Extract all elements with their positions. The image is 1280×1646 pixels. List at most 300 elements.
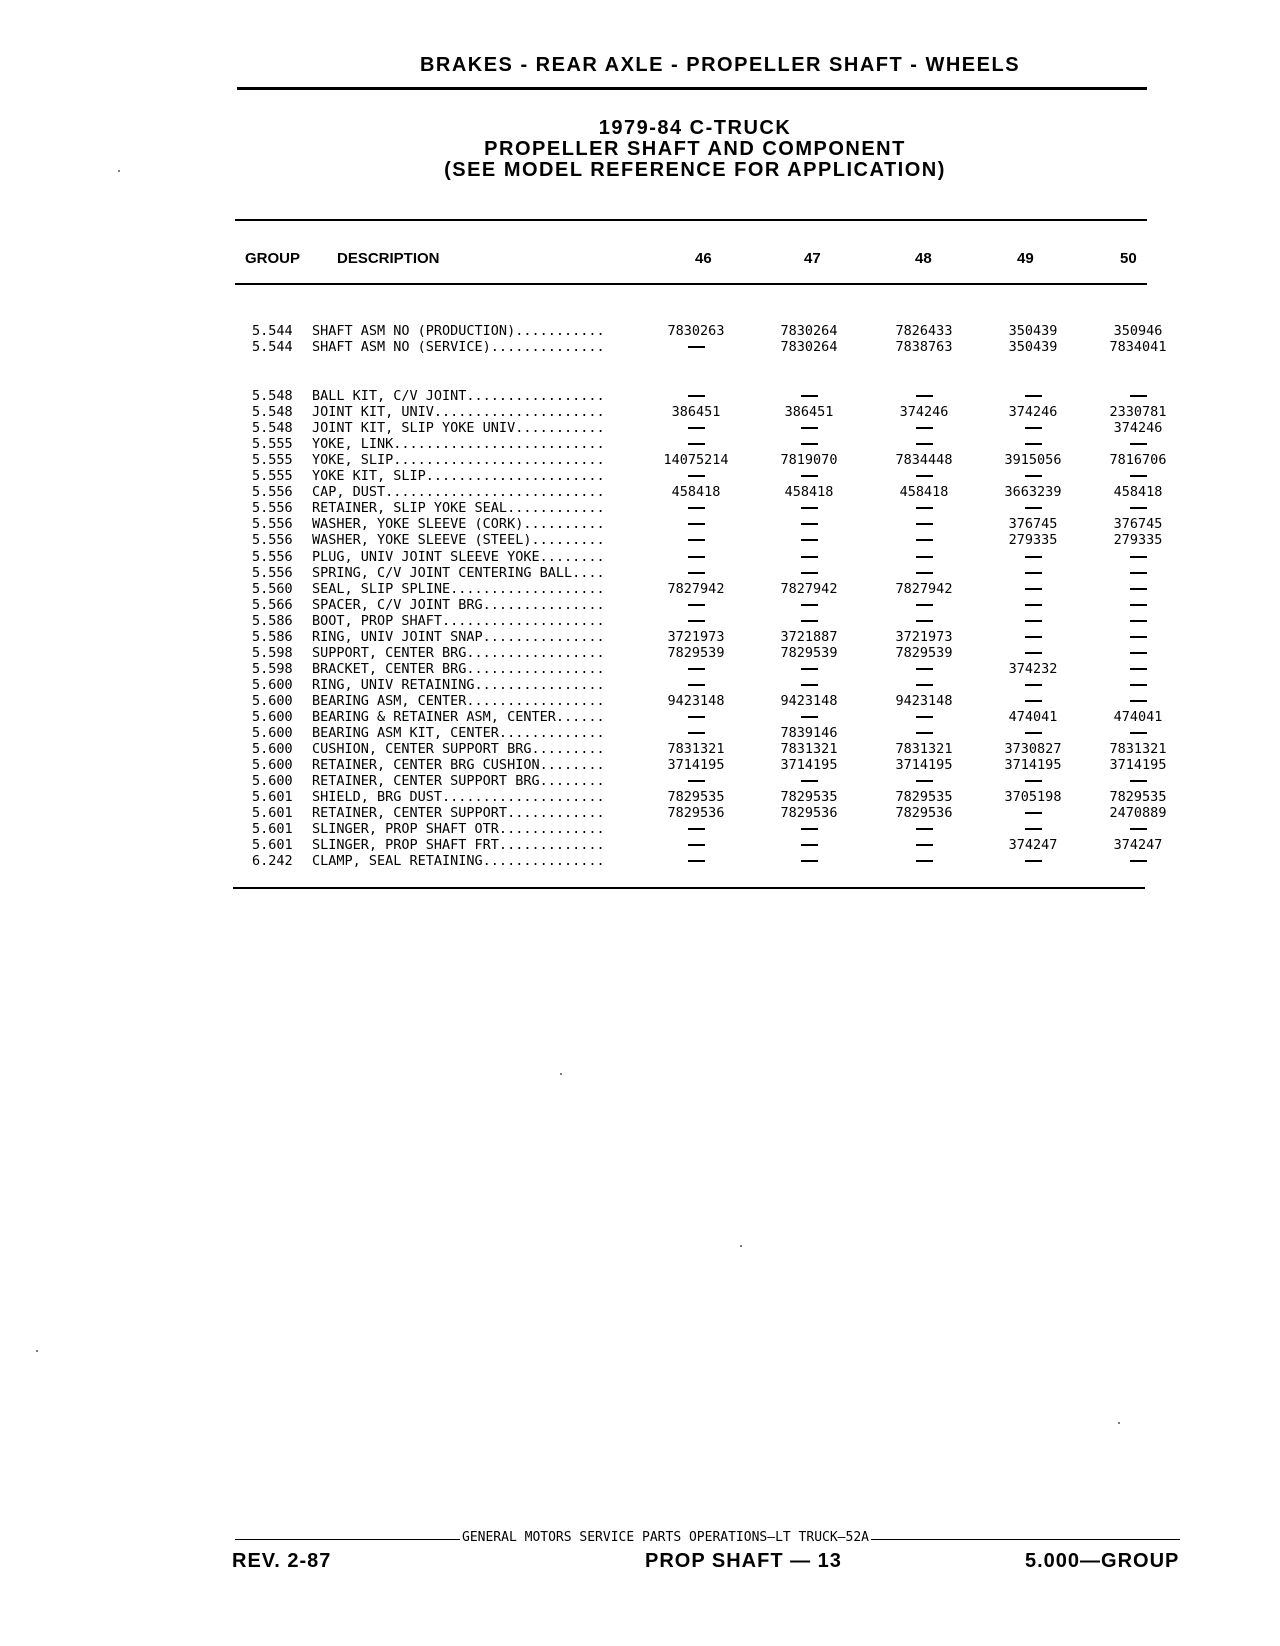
column-header-model-50: 50 xyxy=(1120,250,1137,267)
not-applicable-dash xyxy=(1025,556,1042,558)
part-number-cell xyxy=(876,468,972,484)
not-applicable-dash xyxy=(688,780,705,782)
group-cell: 5.555 xyxy=(252,452,293,469)
part-number-cell: 7830263 xyxy=(667,323,725,339)
part-number-cell xyxy=(648,661,744,677)
not-applicable-dash xyxy=(916,684,933,686)
table-row xyxy=(0,693,1280,709)
group-cell: 5.560 xyxy=(252,580,293,597)
description-cell: SUPPORT, CENTER BRG................. xyxy=(312,644,605,661)
not-applicable-dash xyxy=(1025,395,1042,397)
part-number-cell: 14075214 xyxy=(663,452,729,469)
description-cell: RETAINER, CENTER SUPPORT BRG........ xyxy=(312,773,605,790)
table-row xyxy=(0,388,1280,404)
not-applicable-dash xyxy=(916,523,933,525)
not-applicable-dash xyxy=(688,668,705,670)
not-applicable-dash xyxy=(801,507,818,509)
column-header-description: DESCRIPTION xyxy=(337,250,440,267)
part-number-cell xyxy=(761,516,857,532)
table-header-rule xyxy=(235,283,1147,285)
not-applicable-dash xyxy=(1025,507,1042,509)
part-number-cell xyxy=(648,821,744,837)
table-row xyxy=(0,323,1280,339)
part-number-cell xyxy=(985,693,1081,709)
footer-page-number: PROP SHAFT — 13 xyxy=(645,1550,842,1572)
not-applicable-dash xyxy=(1025,860,1042,862)
group-cell: 5.600 xyxy=(252,757,293,774)
part-number-cell xyxy=(876,725,972,741)
not-applicable-dash xyxy=(916,475,933,477)
table-row xyxy=(0,420,1280,436)
not-applicable-dash xyxy=(801,716,818,718)
part-number-cell xyxy=(876,565,972,581)
description-cell: SLINGER, PROP SHAFT OTR............. xyxy=(312,821,605,838)
part-number-cell xyxy=(648,597,744,613)
part-number-cell xyxy=(876,837,972,853)
part-number-cell xyxy=(648,500,744,516)
table-row xyxy=(0,452,1280,468)
part-number-cell: 7829536 xyxy=(780,805,838,822)
not-applicable-dash xyxy=(688,716,705,718)
part-number-cell xyxy=(648,709,744,725)
table-bottom-rule xyxy=(233,887,1145,889)
not-applicable-dash xyxy=(801,539,818,541)
not-applicable-dash xyxy=(916,844,933,846)
part-number-cell xyxy=(985,436,1081,452)
part-number-cell xyxy=(761,565,857,581)
group-cell: 5.555 xyxy=(252,436,293,453)
not-applicable-dash xyxy=(1025,588,1042,590)
part-number-cell: 7831321 xyxy=(1109,741,1167,758)
table-row xyxy=(0,757,1280,773)
table-row xyxy=(0,629,1280,645)
not-applicable-dash xyxy=(1130,652,1147,654)
part-number-cell xyxy=(648,837,744,853)
group-cell: 5.555 xyxy=(252,468,293,485)
not-applicable-dash xyxy=(801,668,818,670)
not-applicable-dash xyxy=(801,556,818,558)
group-cell: 5.544 xyxy=(252,339,293,356)
part-number-cell: 9423148 xyxy=(780,692,838,709)
not-applicable-dash xyxy=(1130,780,1147,782)
not-applicable-dash xyxy=(688,475,705,477)
table-row xyxy=(0,565,1280,581)
not-applicable-dash xyxy=(1130,668,1147,670)
part-number-cell: 9423148 xyxy=(667,692,725,709)
part-number-cell: 3705198 xyxy=(1004,789,1062,806)
description-cell: JOINT KIT, SLIP YOKE UNIV........... xyxy=(312,420,605,437)
scan-speck xyxy=(1118,1422,1120,1424)
column-header-group: GROUP xyxy=(245,250,301,267)
not-applicable-dash xyxy=(1025,636,1042,638)
description-cell: YOKE KIT, SLIP...................... xyxy=(312,468,605,485)
description-cell: RING, UNIV RETAINING................ xyxy=(312,676,605,693)
part-number-cell: 458418 xyxy=(784,484,834,501)
section-title-line-3: (SEE MODEL REFERENCE FOR APPLICATION) xyxy=(444,159,946,181)
part-number-cell: 350946 xyxy=(1113,323,1163,339)
table-row xyxy=(0,789,1280,805)
not-applicable-dash xyxy=(801,684,818,686)
not-applicable-dash xyxy=(1130,700,1147,702)
not-applicable-dash xyxy=(801,828,818,830)
part-number-cell: 7831321 xyxy=(780,741,838,758)
not-applicable-dash xyxy=(1130,620,1147,622)
description-cell: SPACER, C/V JOINT BRG............... xyxy=(312,596,605,613)
part-number-cell xyxy=(648,773,744,789)
table-row xyxy=(0,725,1280,741)
part-number-cell xyxy=(1090,773,1186,789)
part-number-cell: 3714195 xyxy=(895,757,953,774)
part-number-cell: 3721973 xyxy=(895,628,953,645)
part-number-cell: 458418 xyxy=(1113,484,1163,501)
description-cell: SHIELD, BRG DUST.................... xyxy=(312,789,605,806)
not-applicable-dash xyxy=(688,604,705,606)
not-applicable-dash xyxy=(916,668,933,670)
not-applicable-dash xyxy=(916,443,933,445)
not-applicable-dash xyxy=(1025,443,1042,445)
part-number-cell xyxy=(985,821,1081,837)
part-number-cell: 7829536 xyxy=(895,805,953,822)
table-row xyxy=(0,741,1280,757)
group-cell: 5.548 xyxy=(252,404,293,421)
table-header xyxy=(245,250,1195,274)
part-number-cell: 3663239 xyxy=(1004,484,1062,501)
part-number-cell: 3915056 xyxy=(1004,452,1062,469)
group-cell: 5.598 xyxy=(252,660,293,677)
not-applicable-dash xyxy=(916,539,933,541)
part-number-cell: 7830264 xyxy=(780,339,838,356)
part-number-cell xyxy=(876,709,972,725)
group-cell: 5.566 xyxy=(252,596,293,613)
part-number-cell: 7829535 xyxy=(1109,789,1167,806)
group-cell: 5.601 xyxy=(252,789,293,806)
not-applicable-dash xyxy=(688,860,705,862)
description-cell: RETAINER, CENTER BRG CUSHION........ xyxy=(312,757,605,774)
part-number-cell xyxy=(1090,436,1186,452)
part-number-cell xyxy=(876,821,972,837)
page-header-title: BRAKES - REAR AXLE - PROPELLER SHAFT - WHEELS xyxy=(419,54,1021,76)
part-number-cell xyxy=(761,853,857,869)
not-applicable-dash xyxy=(1025,780,1042,782)
header-rule xyxy=(237,87,1147,90)
description-cell: BRACKET, CENTER BRG................. xyxy=(312,660,605,677)
group-cell: 5.586 xyxy=(252,612,293,629)
not-applicable-dash xyxy=(916,828,933,830)
not-applicable-dash xyxy=(688,427,705,429)
part-number-cell xyxy=(1090,613,1186,629)
table-row xyxy=(0,805,1280,821)
table-row xyxy=(0,549,1280,565)
part-number-cell xyxy=(761,388,857,404)
part-number-cell xyxy=(761,500,857,516)
not-applicable-dash xyxy=(1130,572,1147,574)
part-number-cell: 374246 xyxy=(1008,404,1058,421)
part-number-cell xyxy=(876,677,972,693)
description-cell: BALL KIT, C/V JOINT................. xyxy=(312,388,605,404)
table-row xyxy=(0,837,1280,853)
part-number-cell xyxy=(761,420,857,436)
scan-speck xyxy=(560,1073,562,1075)
not-applicable-dash xyxy=(1130,556,1147,558)
part-number-cell xyxy=(1090,500,1186,516)
part-number-cell xyxy=(761,773,857,789)
section-title xyxy=(245,118,1145,181)
not-applicable-dash xyxy=(916,860,933,862)
not-applicable-dash xyxy=(1130,507,1147,509)
part-number-cell: 7831321 xyxy=(895,741,953,758)
part-number-cell: 3714195 xyxy=(780,757,838,774)
not-applicable-dash xyxy=(1025,684,1042,686)
not-applicable-dash xyxy=(688,523,705,525)
group-cell: 5.600 xyxy=(252,773,293,790)
not-applicable-dash xyxy=(688,443,705,445)
group-cell: 5.601 xyxy=(252,805,293,822)
part-number-cell: 374246 xyxy=(899,404,949,421)
not-applicable-dash xyxy=(688,828,705,830)
part-number-cell: 7826433 xyxy=(895,323,953,339)
group-cell: 5.544 xyxy=(252,323,293,339)
part-number-cell: 3714195 xyxy=(1109,757,1167,774)
part-number-cell xyxy=(985,773,1081,789)
part-number-cell xyxy=(1090,549,1186,565)
part-number-cell xyxy=(648,677,744,693)
part-number-cell xyxy=(876,420,972,436)
not-applicable-dash xyxy=(1130,588,1147,590)
part-number-cell xyxy=(876,436,972,452)
part-number-cell xyxy=(648,725,744,741)
table-row xyxy=(0,500,1280,516)
part-number-cell xyxy=(648,853,744,869)
part-number-cell xyxy=(985,613,1081,629)
part-number-cell: 350439 xyxy=(1008,339,1058,356)
group-cell: 5.600 xyxy=(252,709,293,725)
not-applicable-dash xyxy=(1025,620,1042,622)
description-cell: WASHER, YOKE SLEEVE (CORK).......... xyxy=(312,516,605,533)
table-row xyxy=(0,516,1280,532)
part-number-cell xyxy=(1090,388,1186,404)
description-cell: SEAL, SLIP SPLINE................... xyxy=(312,580,605,597)
description-cell: JOINT KIT, UNIV..................... xyxy=(312,404,605,421)
not-applicable-dash xyxy=(688,507,705,509)
part-number-cell xyxy=(876,661,972,677)
description-cell: WASHER, YOKE SLEEVE (STEEL)......... xyxy=(312,532,605,549)
part-number-cell xyxy=(1090,853,1186,869)
part-number-cell xyxy=(1090,629,1186,645)
table-top-rule xyxy=(235,219,1147,221)
description-cell: BEARING ASM, CENTER................. xyxy=(312,692,605,709)
part-number-cell: 3714195 xyxy=(1004,757,1062,774)
part-number-cell xyxy=(648,613,744,629)
description-cell: RETAINER, SLIP YOKE SEAL............ xyxy=(312,500,605,517)
part-number-cell xyxy=(985,645,1081,661)
part-number-cell: 350439 xyxy=(1008,323,1058,339)
not-applicable-dash xyxy=(1130,395,1147,397)
table-row xyxy=(0,597,1280,613)
part-number-cell: 7829535 xyxy=(780,789,838,806)
part-number-cell xyxy=(761,532,857,548)
not-applicable-dash xyxy=(688,572,705,574)
not-applicable-dash xyxy=(801,780,818,782)
part-number-cell xyxy=(761,436,857,452)
part-number-cell xyxy=(985,420,1081,436)
part-number-cell xyxy=(876,500,972,516)
description-cell: CLAMP, SEAL RETAINING............... xyxy=(312,853,605,870)
not-applicable-dash xyxy=(1025,572,1042,574)
part-number-cell: 386451 xyxy=(671,404,721,421)
not-applicable-dash xyxy=(801,844,818,846)
scan-speck xyxy=(36,1350,38,1352)
description-cell: SPRING, C/V JOINT CENTERING BALL.... xyxy=(312,564,605,581)
not-applicable-dash xyxy=(916,572,933,574)
part-number-cell xyxy=(761,837,857,853)
part-number-cell xyxy=(876,597,972,613)
part-number-cell xyxy=(876,773,972,789)
part-number-cell xyxy=(761,709,857,725)
part-number-cell xyxy=(648,436,744,452)
group-cell: 5.600 xyxy=(252,676,293,693)
table-row xyxy=(0,677,1280,693)
not-applicable-dash xyxy=(688,346,705,348)
footer-publisher-text: GENERAL MOTORS SERVICE PARTS OPERATIONS—LT TRUCK—52A xyxy=(462,1530,869,1545)
part-number-cell xyxy=(985,805,1081,821)
part-number-cell xyxy=(985,677,1081,693)
group-cell: 5.600 xyxy=(252,692,293,709)
part-number-cell: 7829535 xyxy=(667,789,725,806)
part-number-cell xyxy=(761,468,857,484)
part-number-cell: 474041 xyxy=(1113,709,1163,725)
part-number-cell: 7816706 xyxy=(1109,452,1167,469)
part-number-cell xyxy=(1090,661,1186,677)
not-applicable-dash xyxy=(801,572,818,574)
part-number-cell: 7834448 xyxy=(895,452,953,469)
not-applicable-dash xyxy=(1130,636,1147,638)
table-row xyxy=(0,821,1280,837)
part-number-cell xyxy=(648,565,744,581)
not-applicable-dash xyxy=(688,620,705,622)
part-number-cell xyxy=(761,821,857,837)
not-applicable-dash xyxy=(801,620,818,622)
part-number-cell xyxy=(761,597,857,613)
not-applicable-dash xyxy=(801,604,818,606)
column-header-model-46: 46 xyxy=(695,250,712,267)
part-number-cell: 3714195 xyxy=(667,757,725,774)
not-applicable-dash xyxy=(916,427,933,429)
part-number-cell: 458418 xyxy=(899,484,949,501)
part-number-cell: 3721973 xyxy=(667,628,725,645)
not-applicable-dash xyxy=(688,844,705,846)
not-applicable-dash xyxy=(801,475,818,477)
scan-speck xyxy=(118,170,120,172)
part-number-cell: 3730827 xyxy=(1004,741,1062,758)
footer-revision: REV. 2-87 xyxy=(232,1550,332,1572)
part-number-cell xyxy=(1090,565,1186,581)
not-applicable-dash xyxy=(688,395,705,397)
part-number-cell: 7827942 xyxy=(667,580,725,597)
group-cell: 5.556 xyxy=(252,564,293,581)
table-row xyxy=(0,404,1280,420)
column-header-model-49: 49 xyxy=(1017,250,1034,267)
group-cell: 5.598 xyxy=(252,644,293,661)
not-applicable-dash xyxy=(916,780,933,782)
part-number-cell: 474041 xyxy=(1008,709,1058,725)
not-applicable-dash xyxy=(916,604,933,606)
table-row xyxy=(0,661,1280,677)
group-cell: 5.556 xyxy=(252,532,293,549)
part-number-cell: 7829539 xyxy=(895,644,953,661)
table-row xyxy=(0,436,1280,452)
description-cell: RING, UNIV JOINT SNAP............... xyxy=(312,628,605,645)
description-cell: PLUG, UNIV JOINT SLEEVE YOKE........ xyxy=(312,548,605,565)
part-number-cell xyxy=(648,339,744,355)
part-number-cell: 7831321 xyxy=(667,741,725,758)
part-number-cell: 7819070 xyxy=(780,452,838,469)
table-row xyxy=(0,709,1280,725)
not-applicable-dash xyxy=(916,556,933,558)
part-number-cell xyxy=(1090,821,1186,837)
part-number-cell xyxy=(648,532,744,548)
part-number-cell: 3721887 xyxy=(780,628,838,645)
part-number-cell xyxy=(876,532,972,548)
table-row xyxy=(0,853,1280,869)
part-number-cell xyxy=(876,516,972,532)
not-applicable-dash xyxy=(1130,828,1147,830)
part-number-cell xyxy=(1090,645,1186,661)
part-number-cell xyxy=(761,661,857,677)
part-number-cell xyxy=(648,388,744,404)
part-number-cell xyxy=(648,516,744,532)
part-number-cell xyxy=(985,629,1081,645)
part-number-cell: 2330781 xyxy=(1109,404,1167,421)
table-row xyxy=(0,581,1280,597)
description-cell: SHAFT ASM NO (PRODUCTION)........... xyxy=(312,323,605,339)
footer-group: 5.000—GROUP xyxy=(1025,1550,1180,1572)
not-applicable-dash xyxy=(688,684,705,686)
not-applicable-dash xyxy=(801,427,818,429)
part-number-cell xyxy=(1090,693,1186,709)
part-number-cell xyxy=(1090,597,1186,613)
description-cell: BEARING ASM KIT, CENTER............. xyxy=(312,725,605,742)
not-applicable-dash xyxy=(801,395,818,397)
not-applicable-dash xyxy=(1025,732,1042,734)
part-number-cell xyxy=(1090,677,1186,693)
group-cell: 5.556 xyxy=(252,516,293,533)
part-number-cell: 2470889 xyxy=(1109,805,1167,822)
description-cell: BOOT, PROP SHAFT.................... xyxy=(312,612,605,629)
part-number-cell xyxy=(648,468,744,484)
description-cell: YOKE, SLIP.......................... xyxy=(312,452,605,469)
column-header-model-48: 48 xyxy=(915,250,932,267)
part-number-cell xyxy=(761,677,857,693)
not-applicable-dash xyxy=(1025,427,1042,429)
part-number-cell xyxy=(876,613,972,629)
group-cell: 5.556 xyxy=(252,500,293,517)
not-applicable-dash xyxy=(916,620,933,622)
group-cell: 6.242 xyxy=(252,853,293,870)
part-number-cell: 374232 xyxy=(1008,660,1058,677)
not-applicable-dash xyxy=(1025,604,1042,606)
part-number-cell xyxy=(648,549,744,565)
not-applicable-dash xyxy=(1130,732,1147,734)
not-applicable-dash xyxy=(1025,475,1042,477)
part-number-cell: 7829539 xyxy=(780,644,838,661)
table-row xyxy=(0,468,1280,484)
part-number-cell: 376745 xyxy=(1008,516,1058,533)
description-cell: BEARING & RETAINER ASM, CENTER...... xyxy=(312,709,605,725)
group-cell: 5.601 xyxy=(252,821,293,838)
description-cell: CAP, DUST........................... xyxy=(312,484,605,501)
part-number-cell: 7829539 xyxy=(667,644,725,661)
part-number-cell xyxy=(985,388,1081,404)
